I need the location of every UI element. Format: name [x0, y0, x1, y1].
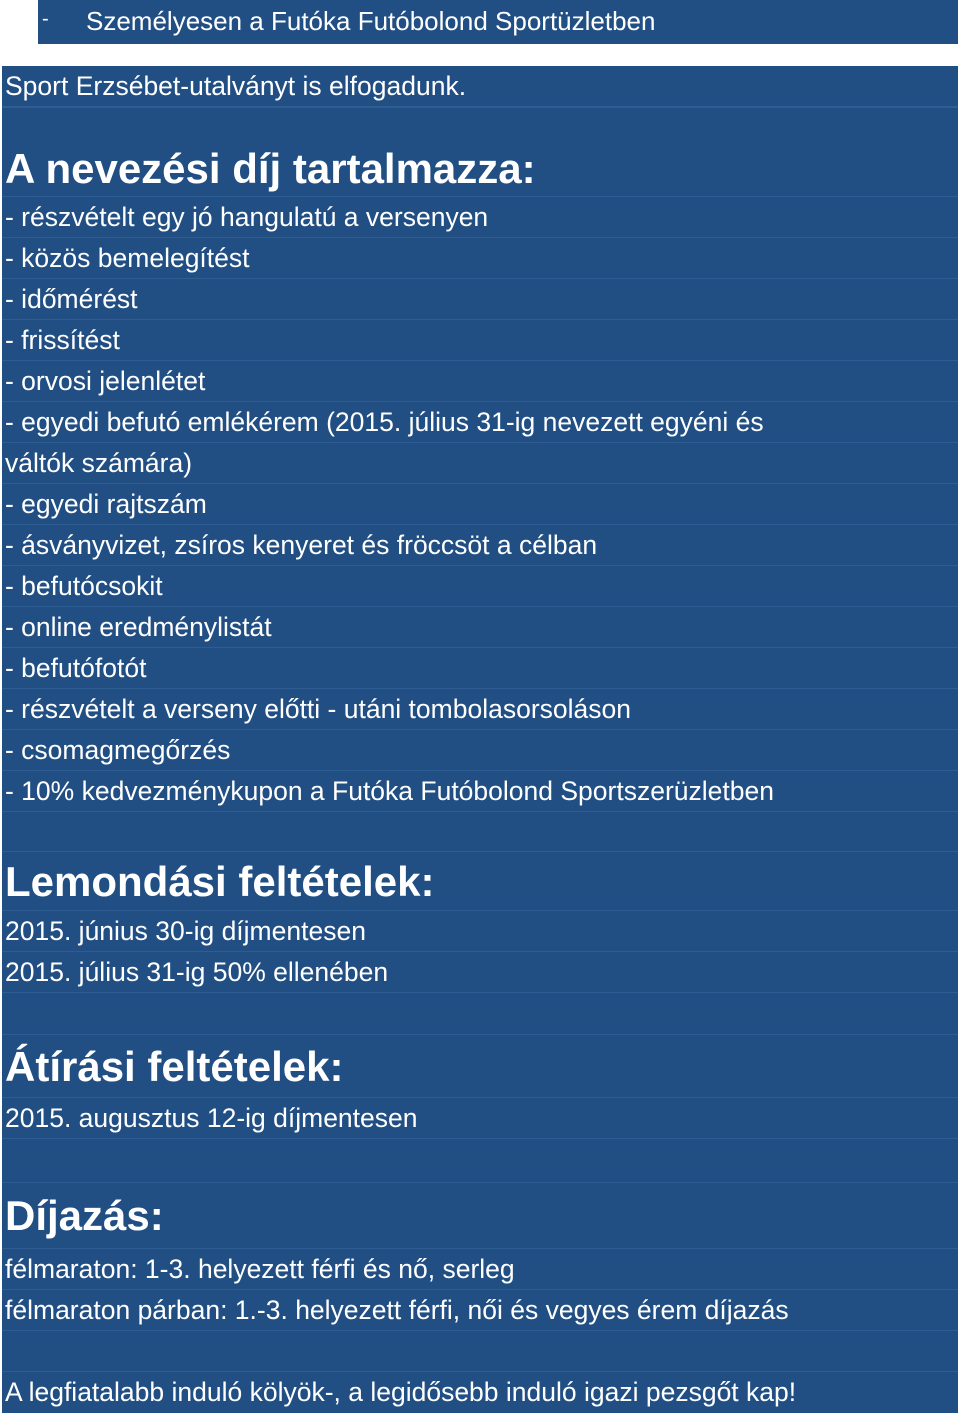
fee-heading: A nevezési díj tartalmazza:	[2, 140, 958, 197]
fee-item: - csomagmegőrzés	[2, 730, 958, 771]
awards-heading: Díjazás:	[2, 1183, 958, 1249]
fee-item: - ásványvizet, zsíros kenyeret és fröccsöt a célban	[2, 525, 958, 566]
fee-item: - befutócsokit	[2, 566, 958, 607]
spacer-row	[2, 812, 958, 852]
fee-item: - befutófotót	[2, 648, 958, 689]
awards-item: félmaraton párban: 1.-3. helyezett férfi, női és vegyes érem díjazás	[2, 1290, 958, 1331]
spacer-row	[2, 1331, 958, 1372]
fee-item: - részvételt a verseny előtti - utáni tombolasorsoláson	[2, 689, 958, 730]
info-panel	[2, 66, 958, 1413]
fee-item: - orvosi jelenlétet	[2, 361, 958, 402]
spacer-row	[2, 993, 958, 1035]
cancellation-item: 2015. július 31-ig 50% ellenében	[2, 952, 958, 993]
awards-item: félmaraton: 1-3. helyezett férfi és nő, serleg	[2, 1249, 958, 1290]
fee-item: - egyedi rajtszám	[2, 484, 958, 525]
transfer-item: 2015. augusztus 12-ig díjmentesen	[2, 1098, 958, 1139]
fee-item: váltók számára)	[2, 443, 958, 484]
fee-item: - időmérést	[2, 279, 958, 320]
fee-item: - egyedi befutó emlékérem (2015. július 31-ig nevezett egyéni és	[2, 402, 958, 443]
transfer-heading: Átírási feltételek:	[2, 1035, 958, 1098]
cancellation-item: 2015. június 30-ig díjmentesen	[2, 911, 958, 952]
top-bullet-row	[38, 0, 958, 44]
fee-item: - online eredménylistát	[2, 607, 958, 648]
voucher-note: Sport Erzsébet-utalványt is elfogadunk.	[2, 66, 958, 107]
closing-note: A legfiatalabb induló kölyök-, a legidősebb induló igazi pezsgőt kap!	[5, 1377, 797, 1407]
spacer-row	[2, 1139, 958, 1183]
bullet-dash: -	[42, 8, 49, 30]
top-bullet-text: Személyesen a Futóka Futóbolond Sportüzletben	[86, 6, 656, 36]
cancellation-heading: Lemondási feltételek:	[2, 852, 958, 911]
fee-item: - frissítést	[2, 320, 958, 361]
fee-item: - közös bemelegítést	[2, 238, 958, 279]
fee-item: - 10% kedvezménykupon a Futóka Futóbolond Sportszerüzletben	[2, 771, 958, 812]
fee-item: - részvételt egy jó hangulatú a versenyen	[2, 197, 958, 238]
